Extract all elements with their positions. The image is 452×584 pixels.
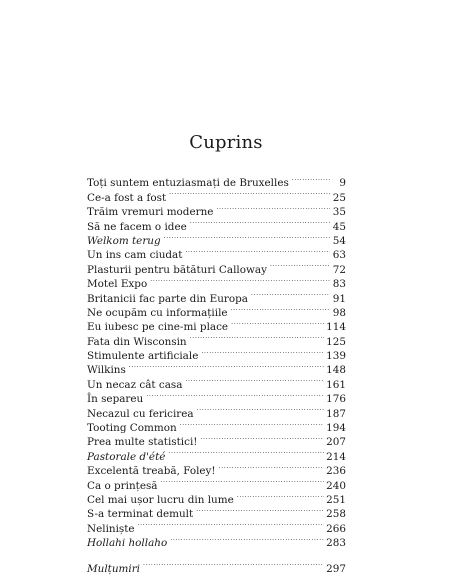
toc-entry-title: Toți suntem entuziasmați de Bruxelles — [87, 177, 289, 190]
toc-entry-title: Britanicii fac parte din Europa — [87, 292, 248, 305]
toc-dot-leader — [249, 287, 330, 301]
toc-dot-leader — [195, 402, 325, 416]
toc-entry-page-number: 251 — [326, 493, 346, 506]
toc-entry-page-number: 63 — [332, 249, 346, 262]
toc-entry-page-number: 161 — [326, 378, 346, 391]
toc-entry-title: Cel mai ușor lucru din lume — [87, 493, 234, 506]
toc-entry-page-number: 194 — [326, 422, 346, 435]
toc-dot-leader — [136, 517, 325, 531]
toc-entry-title: Motel Expo — [87, 278, 148, 291]
toc-entry-page-number: 9 — [339, 177, 346, 190]
toc-dot-leader — [229, 316, 324, 330]
toc-entry-page-number: 91 — [332, 292, 346, 305]
toc-dot-leader — [166, 445, 324, 459]
toc-entry — [87, 359, 346, 377]
toc-entry-title: Trăim vremuri moderne — [87, 206, 214, 219]
toc-entry-title: Pastorale d'été — [87, 450, 166, 463]
toc-entry-page-number: 139 — [326, 350, 346, 363]
toc-entry-page-number: 214 — [326, 450, 346, 463]
toc-entry-page-number: 35 — [332, 206, 346, 219]
toc-dot-leader — [229, 302, 330, 316]
toc-entry-page-number: 297 — [326, 562, 346, 575]
toc-dot-leader — [188, 330, 325, 344]
toc-dot-leader — [159, 474, 325, 488]
toc-dot-leader — [183, 244, 330, 258]
toc-entry-title: Stimulente artificiale — [87, 350, 199, 363]
toc-entry-page-number: 72 — [332, 263, 346, 276]
toc-entry-page-number: 236 — [326, 465, 346, 478]
toc-entry-title: S-a terminat demult — [87, 508, 194, 521]
toc-entry-page-number: 240 — [326, 479, 346, 492]
toc-dot-leader — [168, 532, 324, 546]
toc-dot-leader — [214, 201, 330, 215]
toc-entry-title: Neliniște — [87, 522, 135, 535]
toc-entry-title: Wilkins — [87, 364, 126, 377]
toc-entry-title: Excelentă treabă, Foley! — [87, 465, 216, 478]
toc-dot-leader — [127, 359, 324, 373]
toc-entry — [87, 172, 346, 190]
toc-entry-page-number: 148 — [326, 364, 346, 377]
toc-entry-page-number: 98 — [332, 306, 346, 319]
toc-entry-page-number: 45 — [332, 220, 346, 233]
toc-entry-title: Hollahi hollaho — [87, 537, 168, 550]
toc-entry-title: Ce-a fost a fost — [87, 191, 167, 204]
toc-dot-leader — [199, 345, 324, 359]
toc-entry-title: Ne ocupăm cu informațiile — [87, 306, 228, 319]
page-title: Cuprins — [189, 132, 263, 154]
toc-entry-page-number: 187 — [326, 407, 346, 420]
toc-entry-title: Eu iubesc pe cine-mi place — [87, 321, 229, 334]
toc-entry-title: Welkom terug — [87, 234, 161, 247]
toc-entry-title: Fata din Wisconsin — [87, 335, 187, 348]
toc-entry-page-number: 25 — [332, 191, 346, 204]
toc-dot-leader — [217, 460, 325, 474]
toc-entry-title: Prea multe statistici! — [87, 436, 198, 449]
toc-dot-leader — [178, 417, 325, 431]
toc-entry-page-number: 176 — [326, 393, 346, 406]
toc-entry-title: Tooting Common — [87, 422, 177, 435]
toc-entry-page-number: 125 — [326, 335, 346, 348]
toc-dot-leader — [144, 388, 324, 402]
toc-entry-title: Plasturii pentru bătături Calloway — [87, 263, 267, 276]
toc-dot-leader — [148, 273, 330, 287]
toc-entry-page-number: 266 — [326, 522, 346, 535]
toc-entry-title: Mulțumiri — [87, 562, 140, 575]
toc-dot-leader — [198, 431, 324, 445]
table-of-contents — [87, 172, 346, 575]
toc-dot-leader — [268, 258, 330, 272]
toc-dot-leader — [188, 215, 330, 229]
toc-entry-title: În separeu — [87, 393, 144, 406]
toc-dot-leader — [141, 557, 324, 571]
toc-entry-title: Necazul cu fericirea — [87, 407, 194, 420]
toc-entry-page-number: 114 — [326, 321, 346, 334]
toc-entry-page-number: 283 — [326, 537, 346, 550]
toc-entry-page-number: 207 — [326, 436, 346, 449]
toc-dot-leader — [194, 503, 324, 517]
toc-dot-leader — [235, 489, 324, 503]
toc-dot-leader — [167, 186, 330, 200]
toc-entry-page-number: 54 — [332, 234, 346, 247]
toc-dot-leader — [162, 230, 330, 244]
toc-dot-leader — [290, 172, 330, 186]
toc-entry — [87, 557, 346, 575]
toc-entry-page-number: 83 — [332, 278, 346, 291]
toc-dot-leader — [183, 373, 324, 387]
toc-entry-title: Ca o prințesă — [87, 479, 158, 492]
toc-entry-page-number: 258 — [326, 508, 346, 521]
toc-entry-title: Un ins cam ciudat — [87, 249, 183, 262]
toc-entry-title: Să ne facem o idee — [87, 220, 187, 233]
toc-entry-title: Un necaz cât casa — [87, 378, 183, 391]
